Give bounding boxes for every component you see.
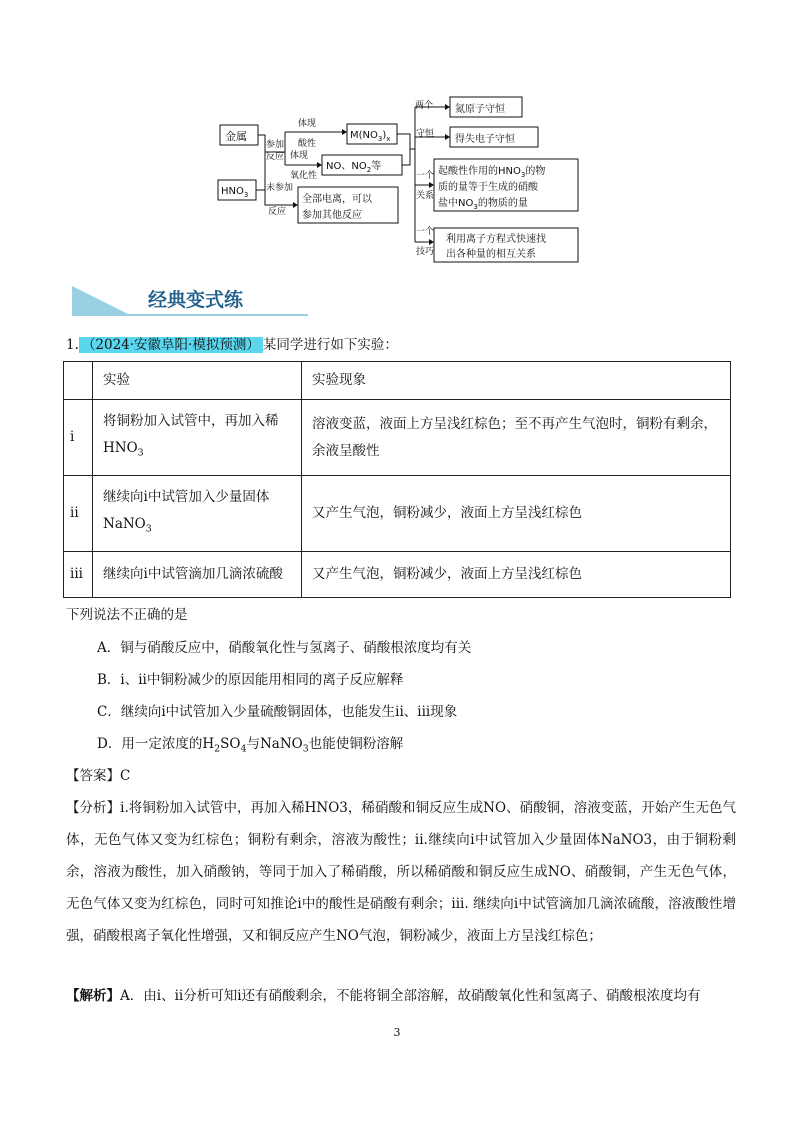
- participate-label: 参加反应: [266, 140, 285, 162]
- question-number: 1.: [66, 337, 79, 353]
- nitric-acid-summary-diagram: [210, 92, 590, 267]
- question-prompt: 下列说法不正确的是: [66, 607, 188, 623]
- option-b[interactable]: B．i、ii中铜粉减少的原因能用相同的离子反应解释: [97, 672, 404, 688]
- header-index: [64, 362, 93, 400]
- option-d[interactable]: D．用一定浓度的$H_2SO_4$与NaNO$_3$也能使铜粉溶解: [97, 736, 404, 755]
- oxidation-label: 体现氧化性: [290, 151, 318, 181]
- row-observation: 又产生气泡，铜粉减少，液面上方呈浅红棕色: [302, 552, 731, 598]
- header-experiment: 实验: [93, 362, 302, 400]
- row-index: ii: [64, 476, 93, 552]
- question-stem: [66, 336, 398, 354]
- relation-text: 起酸性作用的$HNO_3$的物质的量等于生成的硝酸盐中$NO_3$的物质的量: [438, 166, 546, 211]
- page-number: 3: [393, 1026, 401, 1039]
- analysis-block: [66, 792, 736, 952]
- banner-underline: [112, 314, 308, 316]
- nano3-text: NaNO$_3$: [103, 516, 152, 535]
- table-header-row: [64, 362, 731, 400]
- one-technique-label: 一个技巧: [416, 227, 435, 257]
- two-conservation-label: 两个守恒: [415, 101, 435, 139]
- explanation-label: 【解析】: [66, 988, 120, 1004]
- answer-line: 【答案】C: [66, 768, 131, 784]
- table-row: [64, 400, 731, 476]
- section-banner: [72, 286, 308, 316]
- explanation-block: [66, 980, 736, 1012]
- nitrogen-conservation-label: 氮原子守恒: [455, 104, 505, 115]
- row-experiment: 继续向i中试管加入少量固体 NaNO$_3$: [93, 476, 302, 552]
- section-title: 经典变式练: [148, 289, 244, 311]
- option-c[interactable]: C．继续向i中试管加入少量硫酸铜固体，也能发生ii、iii现象: [97, 704, 458, 720]
- full-ionize-label: 全部电离，可以参加其他反应: [302, 194, 372, 221]
- experiment-table: [63, 361, 731, 598]
- acidity-label: 体现酸性: [298, 119, 317, 149]
- row-index: iii: [64, 552, 93, 598]
- explanation-text: A．由i、ii分析可知i还有硝酸剩余，不能将铜全部溶解，故硝酸氧化性和氢离子、硝酸根浓度均有: [120, 988, 701, 1004]
- technique-text: 利用离子方程式快速找出各种量的相互关系: [446, 234, 546, 260]
- analysis-label: 【分析】: [66, 800, 121, 816]
- row-observation: 溶液变蓝，液面上方呈浅红棕色；至不再产生气泡时，铜粉有剩余， 余液呈酸性: [302, 400, 731, 476]
- electron-conservation-label: 得失电子守恒: [455, 134, 515, 145]
- not-participate-label: 未参加反应: [266, 183, 294, 217]
- question-source-badge: （2024·安徽阜阳·模拟预测）: [79, 337, 263, 353]
- no-no2-label: NO、$NO_2$等: [326, 161, 382, 174]
- question-stem-text: 某同学进行如下实验：: [262, 337, 398, 353]
- metal-label: 金属: [225, 130, 247, 143]
- row-experiment: 将铜粉加入试管中，再加入稀 $HNO_3$: [93, 400, 302, 476]
- row-experiment: 继续向i中试管滴加几滴浓硫酸: [93, 552, 302, 598]
- option-a[interactable]: A．铜与硝酸反应中，硝酸氧化性与氢离子、硝酸根浓度均有关: [97, 640, 472, 656]
- hno3-text: $HNO_3$: [103, 440, 144, 459]
- header-observation: 实验现象: [302, 362, 731, 400]
- table-row: [64, 476, 731, 552]
- banner-decoration: [72, 286, 132, 316]
- metal-nitrate-label: $M(NO_3)_x$: [350, 130, 391, 143]
- one-relation-label: 一个关系: [416, 171, 435, 201]
- table-row: [64, 552, 731, 598]
- row-observation: 又产生气泡，铜粉减少，液面上方呈浅红棕色: [302, 476, 731, 552]
- hno3-label: $HNO_3$: [221, 186, 249, 199]
- analysis-text: i.将铜粉加入试管中，再加入稀HNO3，稀硝酸和铜反应生成NO、硝酸铜，溶液变蓝，开始产生无色气体，无色气体又变为红棕色；铜粉有剩余，溶液为酸性；ii.继续向i中试管加入少量固体NaNO3，由于铜粉剩余，溶液为酸性，加入硝酸钠，等同于加入了稀硝酸，所以稀硝酸和铜反应生成NO、硝酸铜，产生无色气体，无色气体又变为红棕色，同时可知推论i中的酸性是硝酸有剩余；iii. 继续向i中试管滴加几滴浓硫酸，溶液酸性增强，硝酸根离子氧化性增强，又和铜反应产生NO气泡，铜粉减少，液面上方呈浅红棕色；: [66, 800, 737, 944]
- row-index: i: [64, 400, 93, 476]
